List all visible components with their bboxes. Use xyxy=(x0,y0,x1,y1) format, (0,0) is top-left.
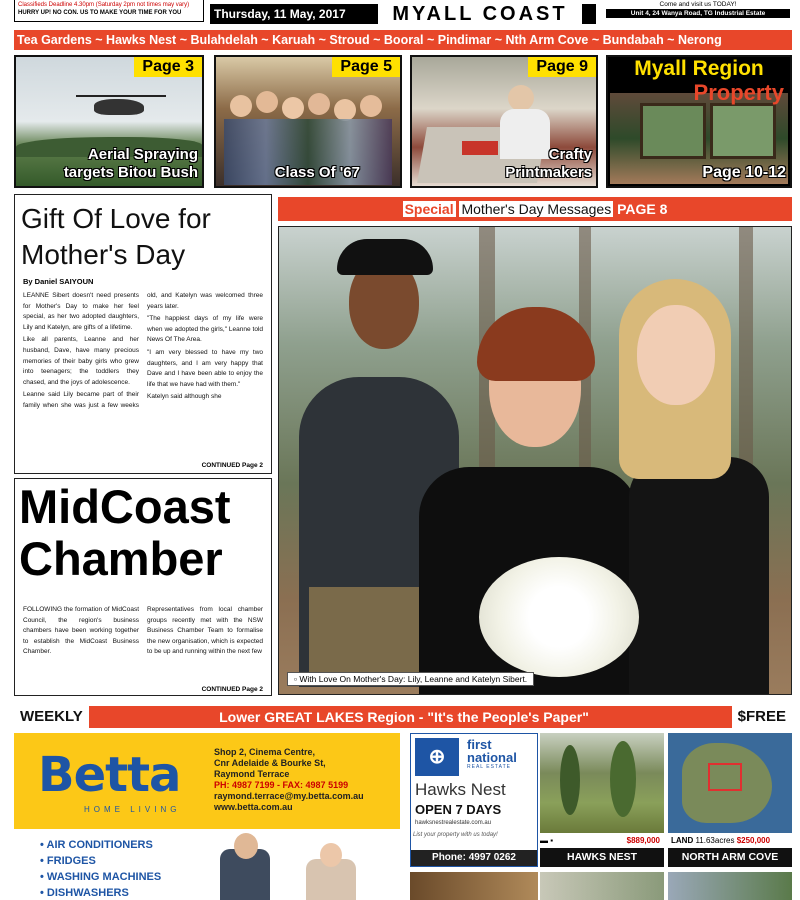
special-text: Mother's Day Messages xyxy=(461,201,612,217)
betta-products xyxy=(14,829,400,900)
group-person xyxy=(256,91,278,113)
classifieds-deadline: Classifieds Deadline 4.30pm (Saturday 2pm not times may vary) xyxy=(18,2,190,8)
more-listing-photo[interactable] xyxy=(668,872,792,900)
teaser-caption: Class Of '67 xyxy=(274,164,360,181)
betta-person-head xyxy=(320,843,342,867)
story-paragraph: Representatives from local chamber groups recently met with the NSW Business Chamber Team to formalise the new organisation, which is expected to be up and running within the next few xyxy=(147,606,263,656)
teaser-page-tag: Page 5 xyxy=(332,57,400,77)
teaser-caption: Crafty Printmakers xyxy=(505,146,592,181)
window xyxy=(710,103,776,159)
group-person xyxy=(360,95,382,117)
first-national-advert[interactable] xyxy=(410,733,538,867)
first-national-sub: REAL ESTATE xyxy=(467,764,511,770)
location-bar: Tea Gardens ~ Hawks Nest ~ Bulahdelah ~ Karuah ~ Stroud ~ Booral ~ Pindimar ~ Nth Arm Cove ~ Bundabah ~ Nerong xyxy=(14,30,792,50)
story-paragraph: Like all parents, Leanne and her husband, Dave, have many precious memories of their baby girls who grew into teenagers; the toddlers they chased, and the joys of adolescence. xyxy=(23,336,139,386)
story-paragraph: "The happiest days of my life were when we adopted the girls," Leanne told News Of The Area. xyxy=(147,315,263,344)
teaser-aerial-spraying[interactable] xyxy=(14,55,204,188)
window xyxy=(640,103,706,159)
story-byline: By Daniel SAIYOUN xyxy=(23,277,94,286)
tree xyxy=(560,745,580,815)
product-item: • WASHING MACHINES xyxy=(40,869,400,885)
first-national-office: Hawks Nest xyxy=(415,780,506,799)
first-national-open: OPEN 7 DAYS xyxy=(415,802,502,817)
issue-date: Thursday, 11 May, 2017 xyxy=(210,4,378,24)
group-person xyxy=(282,97,304,119)
listing-photo xyxy=(540,733,664,833)
first-national-brand: first national xyxy=(467,737,517,765)
story-paragraph: FOLLOWING the formation of MidCoast Council, the region's business chambers have been working together to establish the MidCoast Business Chamber. xyxy=(23,606,139,656)
first-national-url[interactable]: hawksnestrealestate.com.au xyxy=(415,820,492,826)
helicopter-icon xyxy=(94,99,144,115)
listing-north-arm-cove[interactable] xyxy=(668,733,792,867)
printmaker-figure xyxy=(508,85,534,111)
classifieds-notice xyxy=(14,0,204,22)
product-item: • DISHWASHERS xyxy=(40,885,400,900)
listing-location: HAWKS NEST xyxy=(540,848,664,867)
product-item: • FRIDGES xyxy=(40,853,400,869)
more-listing-photo[interactable] xyxy=(410,872,538,900)
group-person xyxy=(308,93,330,115)
story-paragraph: Katelyn said although she xyxy=(147,393,222,401)
teaser-crafty-printmakers[interactable] xyxy=(410,55,598,188)
continued-link[interactable]: CONTINUED Page 2 xyxy=(201,462,263,469)
plot-outline xyxy=(708,763,742,791)
main-photo xyxy=(278,226,792,695)
property-title: Myall Region xyxy=(634,57,764,80)
betta-advert[interactable] xyxy=(14,733,400,900)
more-listing-photo[interactable] xyxy=(540,872,664,900)
story-headline: MidCoast Chamber xyxy=(19,480,231,585)
special-page: PAGE 8 xyxy=(617,201,668,217)
woman-left-hair xyxy=(337,239,433,275)
first-national-tagline: List your property with us today! xyxy=(413,832,498,838)
group-person xyxy=(230,95,252,117)
story-paragraph: "I am very blessed to have my two daughters, and I am very happy that Dave and I have been able to enjoy the life that we have had with them." xyxy=(147,348,263,388)
story-midcoast-chamber xyxy=(14,478,272,696)
listing-land-label: LAND xyxy=(671,836,694,845)
betta-sub: HOME LIVING xyxy=(84,805,181,814)
caption-square-icon: ▫ xyxy=(294,674,298,684)
special-word: Special xyxy=(404,201,454,217)
rotor-blade xyxy=(76,95,166,97)
teaser-caption: Page 10-12 xyxy=(702,164,786,181)
teaser-page-tag: Page 3 xyxy=(134,57,202,77)
tree xyxy=(610,741,636,817)
visit-us-text: Come and visit us TODAY! xyxy=(659,1,737,8)
office-address: Unit 4, 24 Wanya Road, TG Industrial Estate xyxy=(606,9,790,18)
betta-web[interactable]: www.betta.com.au xyxy=(214,802,293,812)
teaser-property[interactable] xyxy=(606,55,792,188)
region-tagline: Lower GREAT LAKES Region - "It's the People's Paper" xyxy=(219,709,589,725)
story-paragraph: Leanne said Lily became part of their family when she was just a few weeks old, and Katelyn was welcomed three years later. xyxy=(23,292,263,409)
story-headline: Gift Of Love for Mother's Day xyxy=(21,203,211,270)
red-print xyxy=(462,141,498,155)
weekly-label: WEEKLY xyxy=(14,706,89,728)
woman-right-body xyxy=(629,457,769,695)
masthead-block xyxy=(582,4,596,24)
story-paragraph: LEANNE Sibert doesn't need presents for Mother's Day to make her feel special, as her two adopted daughters, Lily and Katelyn, are gifts of a lifetime. xyxy=(23,292,139,331)
teaser-page-tag: Page 9 xyxy=(528,57,596,77)
caption-text: With Love On Mother's Day: Lily, Leanne and Katelyn Sibert. xyxy=(299,674,528,684)
weekly-bar xyxy=(14,706,792,728)
teaser-caption: Aerial Spraying targets Bitou Bush xyxy=(63,146,198,181)
first-national-logo-icon: ⊕ xyxy=(415,738,459,776)
story-gift-of-love xyxy=(14,194,272,474)
listing-price-row xyxy=(540,833,664,848)
story-body xyxy=(23,605,263,660)
betta-person-head xyxy=(234,833,258,859)
betta-email[interactable]: raymond.terrace@my.betta.com.au xyxy=(214,791,364,801)
group-person xyxy=(334,99,356,121)
photo-caption xyxy=(287,672,534,686)
betta-address: Shop 2, Cinema Centre, Cnr Adelaide & Bourke St, Raymond Terrace PH: 4987 7199 - FAX: 4987 5199 raymond.terrace@my.betta.com.au www.betta.com.au xyxy=(214,747,364,812)
special-messages-bar[interactable] xyxy=(278,197,792,221)
betta-logo: Betta xyxy=(38,747,181,803)
first-national-phone: Phone: 4997 0262 xyxy=(411,850,537,866)
flower-bouquet xyxy=(479,557,639,677)
bed-icon: ▬ xyxy=(540,836,548,845)
product-item: • AIR CONDITIONERS xyxy=(40,837,400,853)
listing-aerial-map xyxy=(668,733,792,833)
listing-location: NORTH ARM COVE xyxy=(668,848,792,867)
betta-header xyxy=(14,733,400,829)
teaser-class-of-67[interactable] xyxy=(214,55,402,188)
listing-size: 11.63acres xyxy=(695,836,735,845)
classifieds-tagline: HURRY UP! NO CON. US TO MAKE YOUR TIME FOR YOU xyxy=(18,10,182,16)
property-subtitle: Property xyxy=(693,80,784,105)
listing-hawks-nest[interactable] xyxy=(540,733,664,867)
car-icon: ▪ xyxy=(550,836,554,845)
woman-right-face xyxy=(637,305,715,405)
price-label: $FREE xyxy=(732,706,792,728)
listing-price: $889,000 xyxy=(626,836,660,845)
listing-price: $250,000 xyxy=(736,836,771,845)
office-address-box xyxy=(606,0,790,22)
betta-phone: PH: 4987 7199 - FAX: 4987 5199 xyxy=(214,780,349,790)
masthead-title: MYALL COAST xyxy=(392,3,568,25)
continued-link[interactable]: CONTINUED Page 2 xyxy=(201,686,263,693)
listing-price-row xyxy=(668,833,792,848)
story-body xyxy=(23,291,263,412)
